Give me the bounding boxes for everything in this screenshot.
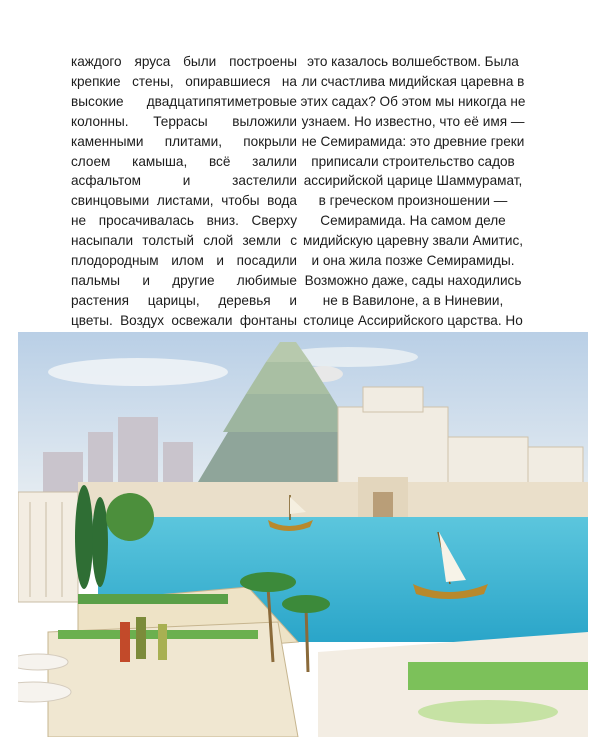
city-wall bbox=[78, 482, 588, 517]
right-paragraph-1: это казалось волшебством. Была ли счастлива мидийская царевна в этих садах? Об этом мы никогда не узнаем. Но известно, что её имя — не Семирамида: это древние греки приписали строительство садов ассирийской царице Шаммурамат, в греческом произношении — Семирамида. На самом деле мидийскую царевну звали Амитис, и она жила позже Семирамиды. Возможно даже, сады находились не в Вавилоне, а в Ниневии, столице Ассирийского царства. Но bbox=[300, 54, 526, 328]
left-colonnade bbox=[18, 492, 78, 602]
hanging-gardens-illustration bbox=[18, 332, 588, 737]
lawn bbox=[408, 662, 588, 690]
terrace-lower bbox=[48, 622, 298, 737]
left-paragraph-1: каждого яруса были построены крепкие стены, опиравшиеся на высокие двадцатипятиметровые колонны. Террасы выложили каменными плитами, покрыли слоем камыша, всё залили асфальтом и застелили свинцовыми листами, чтобы вода не просачивалась вниз. Сверху насыпали толстый слой земли с плодородным илом и посадили пальмы и другие любимые растения царицы, деревья и цветы. Воздух освежали фонтаны bbox=[71, 54, 297, 328]
garden-bed bbox=[78, 594, 228, 604]
gate-arch bbox=[373, 492, 393, 520]
round-tree bbox=[106, 493, 154, 541]
cloud bbox=[48, 358, 228, 386]
lawn-edge bbox=[418, 700, 558, 724]
